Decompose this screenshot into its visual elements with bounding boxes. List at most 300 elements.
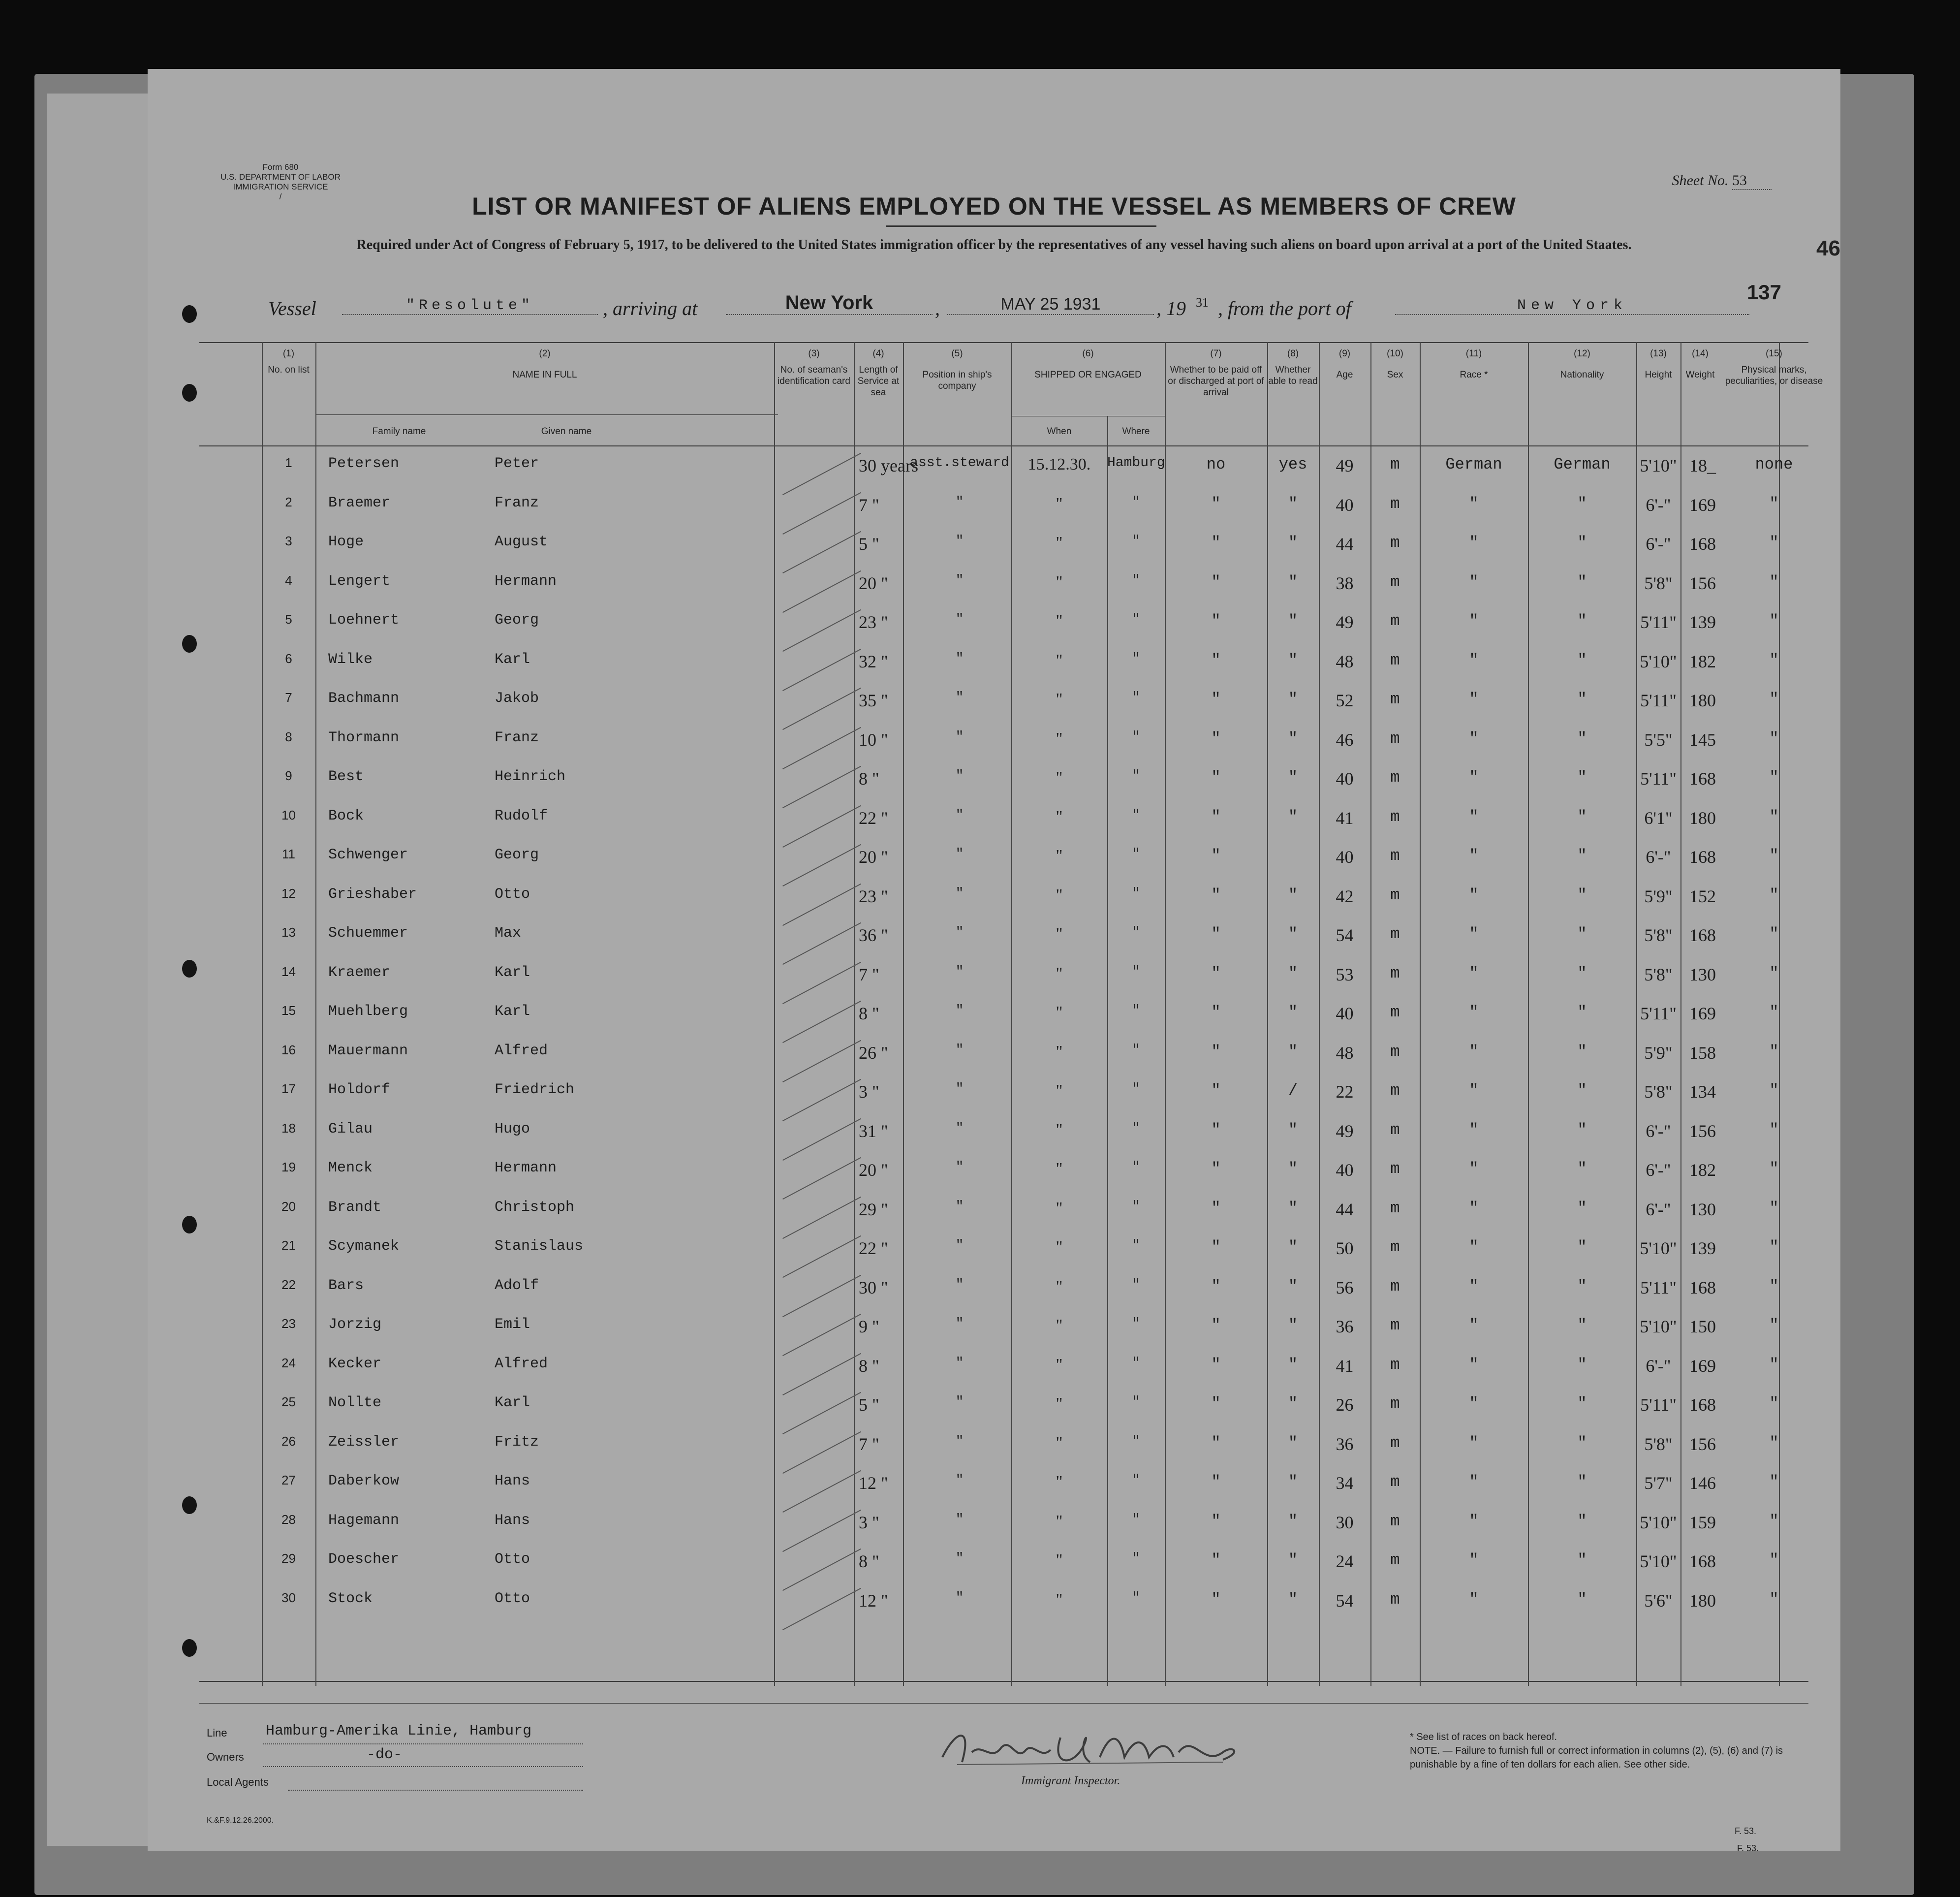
cell-given: Rudolf <box>495 807 548 824</box>
cell-paid: " <box>1211 494 1221 513</box>
cell-age: 49 <box>1336 456 1354 475</box>
left-page-strip <box>47 94 155 1846</box>
cell-position: " <box>955 729 964 745</box>
cell-where: " <box>1132 768 1140 784</box>
cell-no: 11 <box>282 847 295 861</box>
cell-height: 5'11" <box>1640 769 1677 789</box>
cell-read: " <box>1288 1277 1298 1296</box>
cell-paid: " <box>1211 1355 1221 1374</box>
cell-position: asst.steward <box>910 455 1009 471</box>
cell-when: " <box>1056 1355 1063 1374</box>
cell-height: 5'10" <box>1640 1238 1677 1258</box>
cell-race: " <box>1469 1433 1479 1452</box>
cell-height: 5'11" <box>1640 691 1677 710</box>
cell-service: 30 " <box>859 1277 888 1297</box>
cell-given: Franz <box>495 729 539 746</box>
table-row <box>199 608 1808 646</box>
cell-when: " <box>1056 572 1063 591</box>
cell-read: " <box>1288 964 1298 982</box>
cell-nationality: " <box>1577 925 1587 943</box>
cell-when: " <box>1056 1512 1063 1530</box>
cell-family: Brandt <box>328 1199 382 1216</box>
cell-service: 32 " <box>859 651 888 671</box>
cell-where: " <box>1132 964 1140 980</box>
cell-sex: m <box>1390 1551 1400 1569</box>
cell-marks: " <box>1769 1042 1779 1061</box>
table-row <box>199 1391 1808 1429</box>
cell-age: 49 <box>1336 612 1354 632</box>
id-card-check-mark <box>782 1392 861 1434</box>
cell-where: " <box>1132 729 1140 745</box>
cell-paid: " <box>1211 690 1221 708</box>
cell-when: " <box>1056 1316 1063 1334</box>
cell-family: Bachmann <box>328 690 400 707</box>
cell-given: August <box>495 534 548 550</box>
cell-family: Schwenger <box>328 847 408 863</box>
cell-given: Alfred <box>495 1355 548 1372</box>
cell-position: " <box>955 1277 964 1293</box>
cell-position: " <box>955 1003 964 1018</box>
sheet-number-label: Sheet No. <box>1672 172 1729 189</box>
table-row <box>199 1508 1808 1547</box>
cell-height: 5'9" <box>1644 886 1673 906</box>
cell-position: " <box>955 768 964 784</box>
cell-family: Bars <box>328 1277 364 1294</box>
form-code-bottom: F. 53. <box>1737 1843 1759 1851</box>
cell-height: 6'-" <box>1646 1121 1671 1141</box>
cell-nationality: " <box>1577 1473 1587 1491</box>
cell-marks: " <box>1769 1160 1779 1178</box>
cell-family: Doescher <box>328 1551 400 1568</box>
penalty-note: NOTE. — Failure to furnish full or correct information in columns (2), (5), (6) and (7) is punishable by a fine of ten dollars for each alien. See other side. <box>1410 1745 1783 1770</box>
cell-nationality: " <box>1577 1355 1587 1374</box>
cell-nationality: " <box>1577 1120 1587 1139</box>
title-rule <box>886 225 1156 227</box>
cell-family: Menck <box>328 1160 373 1176</box>
cell-no: 6 <box>285 651 292 666</box>
cell-where: " <box>1132 1238 1140 1253</box>
cell-weight: 168 <box>1689 1395 1716 1415</box>
cell-nationality: " <box>1577 729 1587 748</box>
cell-no: 1 <box>285 455 292 470</box>
cell-where: " <box>1132 1433 1140 1449</box>
cell-paid: " <box>1211 572 1221 591</box>
cell-weight: 130 <box>1689 1199 1716 1219</box>
cell-position: " <box>955 690 964 705</box>
cell-sex: m <box>1390 651 1400 669</box>
cell-marks: " <box>1769 1473 1779 1491</box>
manifest-footer <box>199 1688 1808 1836</box>
cell-service: 9 " <box>859 1317 879 1336</box>
cell-nationality: " <box>1577 1081 1587 1100</box>
cell-service: 3 " <box>859 1512 879 1532</box>
cell-nationality: " <box>1577 1003 1587 1021</box>
cell-weight: 168 <box>1689 1277 1716 1297</box>
cell-race: " <box>1469 1199 1479 1217</box>
cell-nationality: " <box>1577 1199 1587 1217</box>
cell-where: " <box>1132 572 1140 588</box>
cell-where: " <box>1132 1120 1140 1136</box>
cell-read: " <box>1288 1238 1298 1256</box>
cell-no: 30 <box>281 1590 296 1605</box>
cell-no: 9 <box>285 768 292 783</box>
cell-sex: m <box>1390 1590 1400 1609</box>
cell-read: " <box>1288 729 1298 748</box>
cell-age: 38 <box>1336 573 1354 593</box>
manifest-sheet <box>148 69 1840 1851</box>
cell-position: " <box>955 1394 964 1410</box>
cell-position: " <box>955 1238 964 1253</box>
cell-no: 10 <box>281 807 296 822</box>
cell-position: " <box>955 1355 964 1371</box>
cell-where: " <box>1132 1003 1140 1018</box>
id-card-check-mark <box>782 1274 861 1317</box>
table-row <box>199 960 1808 999</box>
cell-family: Stock <box>328 1590 373 1607</box>
cell-where: " <box>1132 1316 1140 1331</box>
cell-race: " <box>1469 494 1479 513</box>
id-card-check-mark <box>782 1235 861 1278</box>
cell-marks: " <box>1769 1277 1779 1296</box>
id-card-check-mark <box>782 1196 861 1238</box>
binder-hole <box>182 384 197 402</box>
cell-race: " <box>1469 964 1479 982</box>
cell-family: Lengert <box>328 572 391 590</box>
cell-weight: 182 <box>1689 651 1716 671</box>
cell-marks: " <box>1769 534 1779 552</box>
cell-nationality: German <box>1554 455 1611 474</box>
table-row <box>199 1430 1808 1468</box>
cell-nationality: " <box>1577 1512 1587 1530</box>
cell-height: 5'6" <box>1644 1590 1673 1611</box>
cell-position: " <box>955 651 964 666</box>
cell-no: 5 <box>285 612 292 627</box>
cell-where: " <box>1132 1277 1140 1293</box>
cell-paid: " <box>1211 651 1221 669</box>
cell-paid: " <box>1211 1433 1221 1452</box>
id-card-check-mark <box>782 922 861 965</box>
cell-read: " <box>1288 885 1298 904</box>
cell-sex: m <box>1390 612 1400 630</box>
cell-service: 20 " <box>859 847 888 867</box>
cell-when: " <box>1056 807 1063 826</box>
cell-nationality: " <box>1577 847 1587 865</box>
cell-family: Holdorf <box>328 1081 391 1098</box>
cell-age: 24 <box>1336 1551 1354 1571</box>
cell-nationality: " <box>1577 1238 1587 1256</box>
cell-service: 8 " <box>859 1004 879 1023</box>
cell-weight: 150 <box>1689 1317 1716 1336</box>
cell-marks: " <box>1769 572 1779 591</box>
cell-no: 15 <box>281 1003 296 1018</box>
cell-sex: m <box>1390 1277 1400 1296</box>
cell-where: " <box>1132 1473 1140 1488</box>
cell-sex: m <box>1390 1120 1400 1139</box>
cell-sex: m <box>1390 1473 1400 1491</box>
col-14-header: (14) Weight <box>1685 348 1715 380</box>
cell-position: " <box>955 1433 964 1449</box>
table-row <box>199 530 1808 568</box>
cell-height: 5'8" <box>1644 1082 1673 1102</box>
cell-given: Georg <box>495 847 539 863</box>
cell-no: 27 <box>281 1473 296 1487</box>
cell-service: 5 " <box>859 534 879 554</box>
cell-race: " <box>1469 1394 1479 1413</box>
cell-where: " <box>1132 1590 1140 1606</box>
cell-weight: 146 <box>1689 1473 1716 1493</box>
cell-paid: " <box>1211 1003 1221 1021</box>
cell-sex: m <box>1390 964 1400 982</box>
cell-height: 6'-" <box>1646 1199 1671 1219</box>
table-row <box>199 999 1808 1038</box>
cell-given: Hermann <box>495 572 557 590</box>
comma: , <box>935 297 940 319</box>
cell-paid: " <box>1211 885 1221 904</box>
cell-nationality: " <box>1577 534 1587 552</box>
cell-no: 17 <box>281 1081 296 1096</box>
cell-paid: " <box>1211 1277 1221 1296</box>
immigrant-inspector-label: Immigrant Inspector. <box>1021 1774 1120 1787</box>
cell-height: 5'11" <box>1640 1004 1677 1023</box>
cell-race: " <box>1469 1277 1479 1296</box>
cell-age: 30 <box>1336 1512 1354 1532</box>
cell-when: " <box>1056 1277 1063 1296</box>
cell-age: 41 <box>1336 808 1354 828</box>
cell-sex: m <box>1390 1394 1400 1413</box>
id-card-check-mark <box>782 766 861 808</box>
cell-service: 8 " <box>859 1551 879 1571</box>
cell-no: 13 <box>281 925 296 940</box>
cell-paid: " <box>1211 1394 1221 1413</box>
cell-no: 28 <box>281 1512 296 1527</box>
table-row <box>199 764 1808 803</box>
cell-given: Christoph <box>495 1199 575 1216</box>
col-8-header: (8) Whether able to read <box>1268 348 1318 386</box>
from-port: New York <box>1395 297 1749 315</box>
id-card-check-mark <box>782 805 861 847</box>
cell-marks: " <box>1769 847 1779 865</box>
cell-marks: " <box>1769 885 1779 904</box>
cell-sex: m <box>1390 1238 1400 1256</box>
cell-sex: m <box>1390 690 1400 708</box>
cell-where: " <box>1132 1160 1140 1175</box>
cell-read: " <box>1288 690 1298 708</box>
cell-paid: " <box>1211 612 1221 630</box>
cell-family: Loehnert <box>328 612 400 629</box>
col-10-header: (10) Sex <box>1387 348 1403 380</box>
cell-sex: m <box>1390 925 1400 943</box>
cell-given: Peter <box>495 455 539 472</box>
cell-family: Hoge <box>328 534 364 550</box>
cell-where: " <box>1132 1355 1140 1371</box>
cell-race: " <box>1469 847 1479 865</box>
cell-paid: " <box>1211 925 1221 943</box>
page-subtitle: Required under Act of Congress of February 5, 1917, to be delivered to the United States immigration officer by the representatives of any vessel having such aliens on board upon arrival at a port of the United Staates. <box>356 237 1632 253</box>
cell-when: " <box>1056 729 1063 748</box>
cell-paid: " <box>1211 729 1221 748</box>
cell-service: 23 " <box>859 612 888 632</box>
cell-read: " <box>1288 1551 1298 1569</box>
id-card-check-mark <box>782 883 861 925</box>
cell-sex: m <box>1390 534 1400 552</box>
cell-family: Gilau <box>328 1120 373 1138</box>
cell-paid: " <box>1211 1551 1221 1569</box>
cell-when: " <box>1056 768 1063 787</box>
cell-nationality: " <box>1577 1042 1587 1061</box>
cell-position: " <box>955 964 964 980</box>
cell-age: 40 <box>1336 495 1354 515</box>
from-port-label: , from the port of <box>1218 297 1351 319</box>
cell-paid: " <box>1211 807 1221 826</box>
arriving-label: , arriving at <box>603 297 698 319</box>
cell-given: Emil <box>495 1316 530 1333</box>
cell-sex: m <box>1390 768 1400 787</box>
cell-given: Heinrich <box>495 768 566 785</box>
id-card-check-mark <box>782 570 861 612</box>
table-row <box>199 1156 1808 1194</box>
cell-read: " <box>1288 1433 1298 1452</box>
cell-position: " <box>955 925 964 940</box>
cell-given: Karl <box>495 1394 530 1411</box>
cell-position: " <box>955 494 964 510</box>
cell-service: 8 " <box>859 1356 879 1376</box>
cell-position: " <box>955 1551 964 1566</box>
cell-height: 5'8" <box>1644 573 1673 593</box>
cell-family: Kecker <box>328 1355 382 1372</box>
cell-no: 24 <box>281 1355 296 1370</box>
cell-given: Otto <box>495 1590 530 1607</box>
id-card-check-mark <box>782 1040 861 1082</box>
cell-weight: 158 <box>1689 1043 1716 1063</box>
cell-position: " <box>955 1120 964 1136</box>
cell-nationality: " <box>1577 885 1587 904</box>
binder-hole <box>182 1639 197 1657</box>
cell-marks: " <box>1769 1120 1779 1139</box>
id-card-check-mark <box>782 648 861 691</box>
cell-service: 7 " <box>859 495 879 515</box>
cell-height: 5'10" <box>1640 1317 1677 1336</box>
cell-weight: 152 <box>1689 886 1716 906</box>
cell-sex: m <box>1390 572 1400 591</box>
cell-when: " <box>1056 494 1063 513</box>
id-card-check-mark <box>782 1431 861 1473</box>
cell-paid: " <box>1211 847 1221 865</box>
cell-service: 3 " <box>859 1082 879 1102</box>
cell-age: 22 <box>1336 1082 1354 1102</box>
cell-when: " <box>1056 690 1063 708</box>
cell-read: " <box>1288 651 1298 669</box>
form-mark: / <box>279 192 282 201</box>
cell-family: Jorzig <box>328 1316 382 1333</box>
id-card-check-mark <box>782 492 861 534</box>
cell-weight: 156 <box>1689 1121 1716 1141</box>
table-row <box>199 1117 1808 1155</box>
cell-service: 29 " <box>859 1199 888 1219</box>
cell-where: " <box>1132 847 1140 862</box>
table-row <box>199 1586 1808 1625</box>
cell-family: Hagemann <box>328 1512 400 1529</box>
cell-race: " <box>1469 572 1479 591</box>
vessel-label: Vessel <box>268 297 316 319</box>
cell-race: " <box>1469 651 1479 669</box>
cell-age: 44 <box>1336 534 1354 554</box>
table-row <box>199 569 1808 607</box>
cell-sex: m <box>1390 847 1400 865</box>
cell-sex: m <box>1390 1433 1400 1452</box>
cell-race: " <box>1469 1120 1479 1139</box>
cell-read: " <box>1288 1590 1298 1609</box>
department-name: U.S. DEPARTMENT OF LABOR <box>220 172 341 182</box>
id-card-check-mark <box>782 1157 861 1200</box>
cell-given: Hans <box>495 1512 530 1529</box>
cell-sex: m <box>1390 1355 1400 1374</box>
cell-no: 7 <box>285 690 292 705</box>
table-row <box>199 647 1808 686</box>
cell-height: 5'11" <box>1640 1395 1677 1415</box>
cell-read: " <box>1288 1355 1298 1374</box>
cell-marks: " <box>1769 964 1779 982</box>
cell-nationality: " <box>1577 807 1587 826</box>
cell-marks: " <box>1769 1551 1779 1569</box>
cell-race: " <box>1469 768 1479 787</box>
cell-sex: m <box>1390 885 1400 904</box>
col-11-header: (11) Race * <box>1460 348 1488 380</box>
family-name-header: Family name <box>372 426 426 437</box>
cell-race: " <box>1469 1316 1479 1334</box>
cell-weight: 168 <box>1689 1551 1716 1571</box>
col-3-header: (3) No. of seaman's identification card <box>778 348 850 386</box>
cell-age: 56 <box>1336 1277 1354 1297</box>
cell-age: 48 <box>1336 651 1354 671</box>
cell-where: " <box>1132 807 1140 823</box>
cell-nationality: " <box>1577 1277 1587 1296</box>
cell-position: " <box>955 534 964 549</box>
table-row <box>199 686 1808 725</box>
cell-family: Bock <box>328 807 364 824</box>
cell-read: " <box>1288 1003 1298 1021</box>
cell-weight: 169 <box>1689 1004 1716 1023</box>
cell-where: " <box>1132 1042 1140 1058</box>
col-13-header: (13) Height <box>1645 348 1672 380</box>
cell-family: Kraemer <box>328 964 391 981</box>
table-row <box>199 491 1808 529</box>
cell-when: " <box>1056 964 1063 982</box>
col-9-header: (9) Age <box>1336 348 1353 380</box>
cell-nationality: " <box>1577 572 1587 591</box>
cell-paid: " <box>1211 1316 1221 1334</box>
cell-age: 48 <box>1336 1043 1354 1063</box>
cell-no: 14 <box>281 964 296 979</box>
cell-sex: m <box>1390 1316 1400 1334</box>
cell-sex: m <box>1390 1081 1400 1100</box>
cell-when: " <box>1056 1199 1063 1217</box>
cell-no: 20 <box>281 1199 296 1214</box>
table-row <box>199 882 1808 920</box>
cell-paid: " <box>1211 1590 1221 1609</box>
col-12-header: (12) Nationality <box>1560 348 1604 380</box>
cell-nationality: " <box>1577 1551 1587 1569</box>
cell-where: " <box>1132 1394 1140 1410</box>
cell-age: 40 <box>1336 769 1354 789</box>
binder-hole <box>182 960 197 978</box>
cell-nationality: " <box>1577 612 1587 630</box>
cell-weight: 168 <box>1689 847 1716 867</box>
cell-race: " <box>1469 1355 1479 1374</box>
cell-paid: " <box>1211 964 1221 982</box>
cell-read: " <box>1288 1394 1298 1413</box>
cell-read: " <box>1288 807 1298 826</box>
cell-where: " <box>1132 534 1140 549</box>
